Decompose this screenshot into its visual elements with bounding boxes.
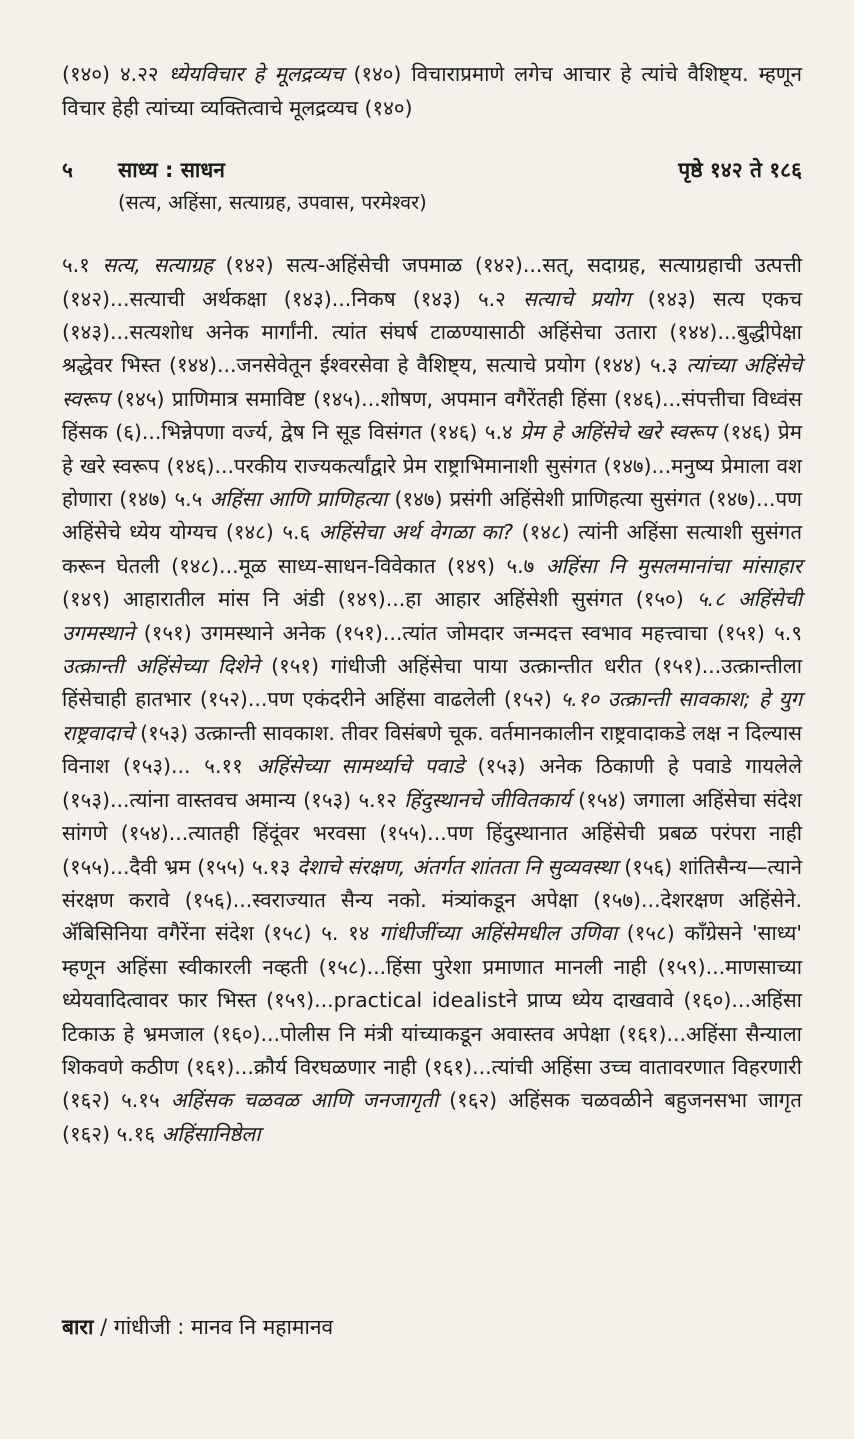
- intro-text-2: (१४०) विचाराप्रमाणे लगेच आचार हे त्यांचे वैशिष्ट्य. म्हणून विचार हेही त्यांच्या व्यक्तित्वाचे मूलद्रव्यच (१४०): [62, 62, 802, 120]
- entry-text: (१५३) उत्क्रान्ती सावकाश. तीवर विसंबणे चूक. वर्तमानकालीन राष्ट्रवादाकडे लक्ष न दिल्यास विनाश (१५३)... ५.११: [62, 720, 802, 779]
- entry-heading: अहिंसेच्या सामर्थ्याचे पवाडे: [256, 754, 464, 779]
- entry-text: (१४९) आहारातील मांस नि अंडी (१४९)...हा आहार अहिंसेशी सुसंगत (१५०): [62, 587, 697, 612]
- entry-text: (१४८) त्यांनी अहिंसा सत्याशी सुसंगत करून घेतली (१४८)...मूळ साध्य-साधन-विवेकात (१४९) ५.७: [62, 520, 803, 578]
- entry-text: (१५६) शांतिसैन्य—त्याने संरक्षण करावे (१५६)...स्वराज्यात सैन्य नको. मंत्र्यांकडून अपेक्षा (१५७)...देशरक्षण अहिंसेने. ॲबिसिनिया वगैरेंना संदेश (१५८) ५. १४: [62, 854, 802, 946]
- entry-text: (१५८) काँग्रेसने 'साध्य' म्हणून अहिंसा स्वीकारली नव्हती (१५८)...हिंसा पुरेशा प्रमाणात मानली नाही (१५९)...माणसाच्या ध्येयवादित्वावर फार भिस्त (१५९)...practical idealistने प्राप्य ध्येय दाखवावे (१६०)...अहिंसा टिकाऊ हे भ्रमजाल (१६०)...पोलीस नि मंत्री यांच्याकडून अवास्तव अपेक्षा (१६१)...अहिंसा सैन्याला शिकवणे कठीण (१६१)...क्रौर्य विरघळणार नाही (१६१)...त्यांची अहिंसा उच्च वातावरणात विहरणारी (१६२) ५.१५: [62, 921, 802, 1113]
- entry-text: (१४७) प्रसंगी अहिंसेशी प्राणिहत्या सुसंगत (१४७)...पण अहिंसेचे ध्येय योग्यच (१४८) ५.६: [62, 487, 802, 545]
- entry-text: (१४३) सत्य एकच (१४३)...सत्यशोध अनेक मार्गांनी. त्यांत संघर्ष टाळण्यासाठी अहिंसेचा उतारा (१४४)...बुद्धीपेक्षा श्रद्धेवर भिस्त (१४४)...जनसेवेतून ईश्वरसेवा हे वैशिष्ट्य, सत्याचे प्रयोग (१४४) ५.३: [62, 286, 802, 378]
- chapter-number: ५: [62, 158, 73, 183]
- body-paragraph: [62, 249, 802, 1151]
- entry-heading: गांधीजींच्या अहिंसेमधील उणिवा: [379, 921, 618, 946]
- entry-heading: अहिंसा आणि प्राणिहत्या: [209, 487, 388, 512]
- chapter-subtopics: (सत्य, अहिंसा, सत्याग्रह, उपवास, परमेश्वर): [118, 191, 427, 215]
- entry-heading: अहिंसेचा अर्थ वेगळा का?: [318, 520, 514, 545]
- entry-heading: प्रेम हे अहिंसेचे खरे स्वरूप: [520, 420, 716, 445]
- intro-text-1: (१४०) ४.२२: [62, 62, 169, 86]
- entry-heading: देशाचे संरक्षण, अंतर्गत शांतता नि सुव्यवस्था: [297, 854, 618, 879]
- page-content: [62, 58, 802, 1151]
- footer-page-label: बारा: [62, 1315, 94, 1339]
- body-text: [62, 249, 802, 1151]
- entry-text: ५.१: [62, 253, 103, 278]
- page-footer: [62, 1312, 333, 1342]
- entry-text: (१५४) जगाला अहिंसेचा संदेश सांगणे (१५४)...त्यातही हिंदूंवर भरवसा (१५५)...पण हिंदुस्थानात अहिंसेची प्रबळ परंपरा नाही (१५५)...दैवी भ्रम (१५५) ५.१३: [62, 787, 802, 879]
- entry-heading: हिंदुस्थानचे जीवितकार्य: [404, 787, 571, 812]
- footer-separator: /: [93, 1315, 114, 1339]
- entry-text: (१५३) अनेक ठिकाणी हे पवाडे गायलेले (१५३)...त्यांना वास्तवच अमान्य (१५३) ५.१२: [62, 754, 802, 812]
- entry-heading: अहिंसक चळवळ आणि जनजागृती: [170, 1088, 439, 1113]
- footer-book-title: गांधीजी : मानव नि महामानव: [113, 1315, 334, 1339]
- entry-heading: त्यांच्या अहिंसेचे स्वरूप: [62, 353, 802, 411]
- chapter-title: साध्य : साधन: [118, 158, 225, 183]
- intro-italic-1: ध्येयविचार हे मूलद्रव्यच: [168, 62, 344, 86]
- entry-heading: उत्क्रान्ती अहिंसेच्या दिशेने: [62, 654, 260, 679]
- entry-heading: ५.१० उत्क्रान्ती सावकाश; हे युग राष्ट्रवादाचे: [62, 687, 802, 745]
- entry-heading: अहिंसानिष्ठेला: [161, 1121, 261, 1146]
- entry-heading: सत्याचे प्रयोग: [522, 286, 631, 311]
- entry-text: (१४६) प्रेम हे खरे स्वरूप (१४६)...परकीय राज्यकर्त्यांद्वारे प्रेम राष्ट्राभिमानाशी सुसंगत (१४७)...मनुष्य प्रेमाला वश होणारा (१४७) ५.५: [62, 420, 802, 512]
- entry-heading: अहिंसा नि मुसलमानांचा मांसाहार: [545, 553, 802, 578]
- chapter-page-range: पृष्ठे १४२ ते १८६: [678, 158, 802, 183]
- entry-text: (१५१) उगमस्थाने अनेक (१५१)...त्यांत जोमदार जन्मदत्त स्वभाव महत्त्वाचा (१५१) ५.९: [134, 620, 802, 645]
- chapter-heading: [62, 153, 802, 187]
- entry-text: (१५१) गांधीजी अहिंसेचा पाया उत्क्रान्तीत धरीत (१५१)...उत्क्रान्तीला हिंसेचाही हातभार (१५२)...पण एकंदरीने अहिंसा वाढलेली (१५२): [62, 654, 803, 712]
- entry-text: (१६२) अहिंसक चळवळीने बहुजनसभा जागृत (१६२) ५.१६: [62, 1088, 802, 1146]
- entry-heading: ५.८ अहिंसेची उगमस्थाने: [62, 587, 802, 645]
- entry-text: (१४५) प्राणिमात्र समाविष्ट (१४५)...शोषण, अपमान वगैरेंतही हिंसा (१४६)...संपत्तीचा विध्वंस हिंसक (६)...भिन्नेपणा वर्ज्य, द्वेष नि सूड विसंगत (१४६) ५.४: [62, 386, 802, 445]
- entry-heading: सत्य, सत्याग्रह: [102, 253, 213, 278]
- entry-text: (१४२) सत्य-अहिंसेची जपमाळ (१४२)...सत्, सदाग्रह, सत्याग्रहाची उत्पत्ती (१४२)...सत्याची अर्थकक्षा (१४३)...निकष (१४३) ५.२: [62, 253, 802, 311]
- intro-paragraph: [62, 58, 802, 125]
